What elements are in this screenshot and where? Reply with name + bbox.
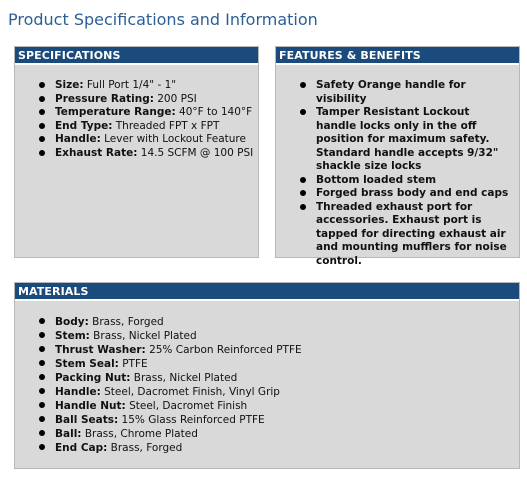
material-value: 25% Carbon Reinforced PTFE [145, 344, 302, 356]
specifications-list [39, 79, 258, 160]
spec-label: Exhaust Rate: [55, 146, 138, 159]
material-label: Handle: [55, 386, 101, 398]
material-item [39, 399, 519, 413]
material-value: Steel, Dacromet Finish, Vinyl Grip [100, 386, 280, 398]
spec-label: End Type: [55, 119, 113, 132]
spec-item [39, 79, 258, 93]
material-label: Stem Seal: [55, 358, 119, 370]
spec-label: Pressure Rating: [55, 92, 154, 105]
feature-text: Bottom loaded stem [316, 173, 437, 186]
material-item [39, 329, 519, 343]
feature-item [300, 201, 519, 269]
material-value: PTFE [118, 358, 148, 370]
bullet-icon [39, 82, 45, 88]
materials-list [39, 315, 519, 455]
spec-value: 14.5 SCFM @ 100 PSI [137, 146, 254, 159]
material-value: Brass, Nickel Plated [89, 330, 197, 342]
features-panel [275, 46, 520, 267]
bullet-icon [39, 318, 45, 324]
material-item [39, 343, 519, 357]
specifications-header: SPECIFICATIONS [15, 47, 258, 65]
material-label: Packing Nut: [55, 372, 131, 384]
spec-item [39, 147, 258, 161]
feature-text: Forged brass body and end caps [316, 187, 509, 199]
material-item [39, 413, 519, 427]
bullet-icon [300, 204, 306, 210]
bullet-icon [300, 109, 306, 115]
spec-item [39, 93, 258, 107]
feature-text: Threaded exhaust port for accessories. Exhaust port is tapped for directing exhaust air and mounting mufflers for noise control. [316, 200, 507, 267]
material-value: Brass, Chrome Plated [81, 428, 198, 440]
spec-item [39, 120, 258, 134]
spec-value: Full Port 1/4" - 1" [83, 79, 177, 91]
page-title: Product Specifications and Information [8, 10, 318, 29]
features-list [300, 79, 519, 268]
material-value: Steel, Dacromet Finish [125, 400, 248, 412]
bullet-icon [39, 444, 45, 450]
material-value: Brass, Forged [88, 316, 164, 328]
spec-value: 40°F to 140°F [175, 106, 253, 118]
bullet-icon [300, 177, 306, 183]
material-label: Body: [55, 316, 89, 328]
material-label: Handle Nut: [55, 400, 126, 412]
material-item [39, 315, 519, 329]
bullet-icon [39, 332, 45, 338]
bullet-icon [39, 360, 45, 366]
bullet-icon [39, 402, 45, 408]
material-label: Stem: [55, 330, 90, 342]
bullet-icon [39, 388, 45, 394]
bullet-icon [39, 346, 45, 352]
material-value: Brass, Forged [107, 442, 183, 454]
bullet-icon [300, 82, 306, 88]
bullet-icon [39, 150, 45, 156]
bullet-icon [39, 96, 45, 102]
material-item [39, 385, 519, 399]
bullet-icon [39, 123, 45, 129]
spec-value: Lever with Lockout Feature [100, 133, 246, 145]
bullet-icon [39, 109, 45, 115]
materials-panel [14, 282, 520, 469]
spec-label: Temperature Range: [55, 106, 176, 118]
spec-item [39, 133, 258, 147]
material-value: Brass, Nickel Plated [130, 372, 238, 384]
feature-item [300, 79, 519, 106]
spec-label: Handle: [55, 133, 101, 145]
spec-value: Threaded FPT x FPT [112, 119, 220, 132]
bullet-icon [39, 416, 45, 422]
bullet-icon [300, 190, 306, 196]
feature-text: Safety Orange handle for visibility [316, 79, 466, 105]
spec-value: 200 PSI [153, 92, 197, 105]
bullet-icon [39, 374, 45, 380]
material-label: Ball: [55, 428, 82, 440]
material-item [39, 441, 519, 455]
feature-text: Tamper Resistant Lockout handle locks only in the off position for maximum safety. Standard handle accepts 9/32" shackle size locks [316, 106, 499, 172]
feature-item [300, 174, 519, 188]
spec-label: Size: [55, 79, 84, 91]
feature-item [300, 187, 519, 201]
material-value: 15% Glass Reinforced PTFE [118, 414, 265, 426]
bullet-icon [39, 430, 45, 436]
feature-item [300, 106, 519, 174]
specifications-panel [14, 46, 259, 258]
material-label: End Cap: [55, 442, 108, 454]
material-item [39, 427, 519, 441]
spec-item [39, 106, 258, 120]
material-label: Ball Seats: [55, 414, 119, 426]
features-header: FEATURES & BENEFITS [276, 47, 519, 65]
bullet-icon [39, 136, 45, 142]
material-label: Thrust Washer: [55, 344, 146, 356]
material-item [39, 371, 519, 385]
material-item [39, 357, 519, 371]
materials-header: MATERIALS [15, 283, 519, 301]
